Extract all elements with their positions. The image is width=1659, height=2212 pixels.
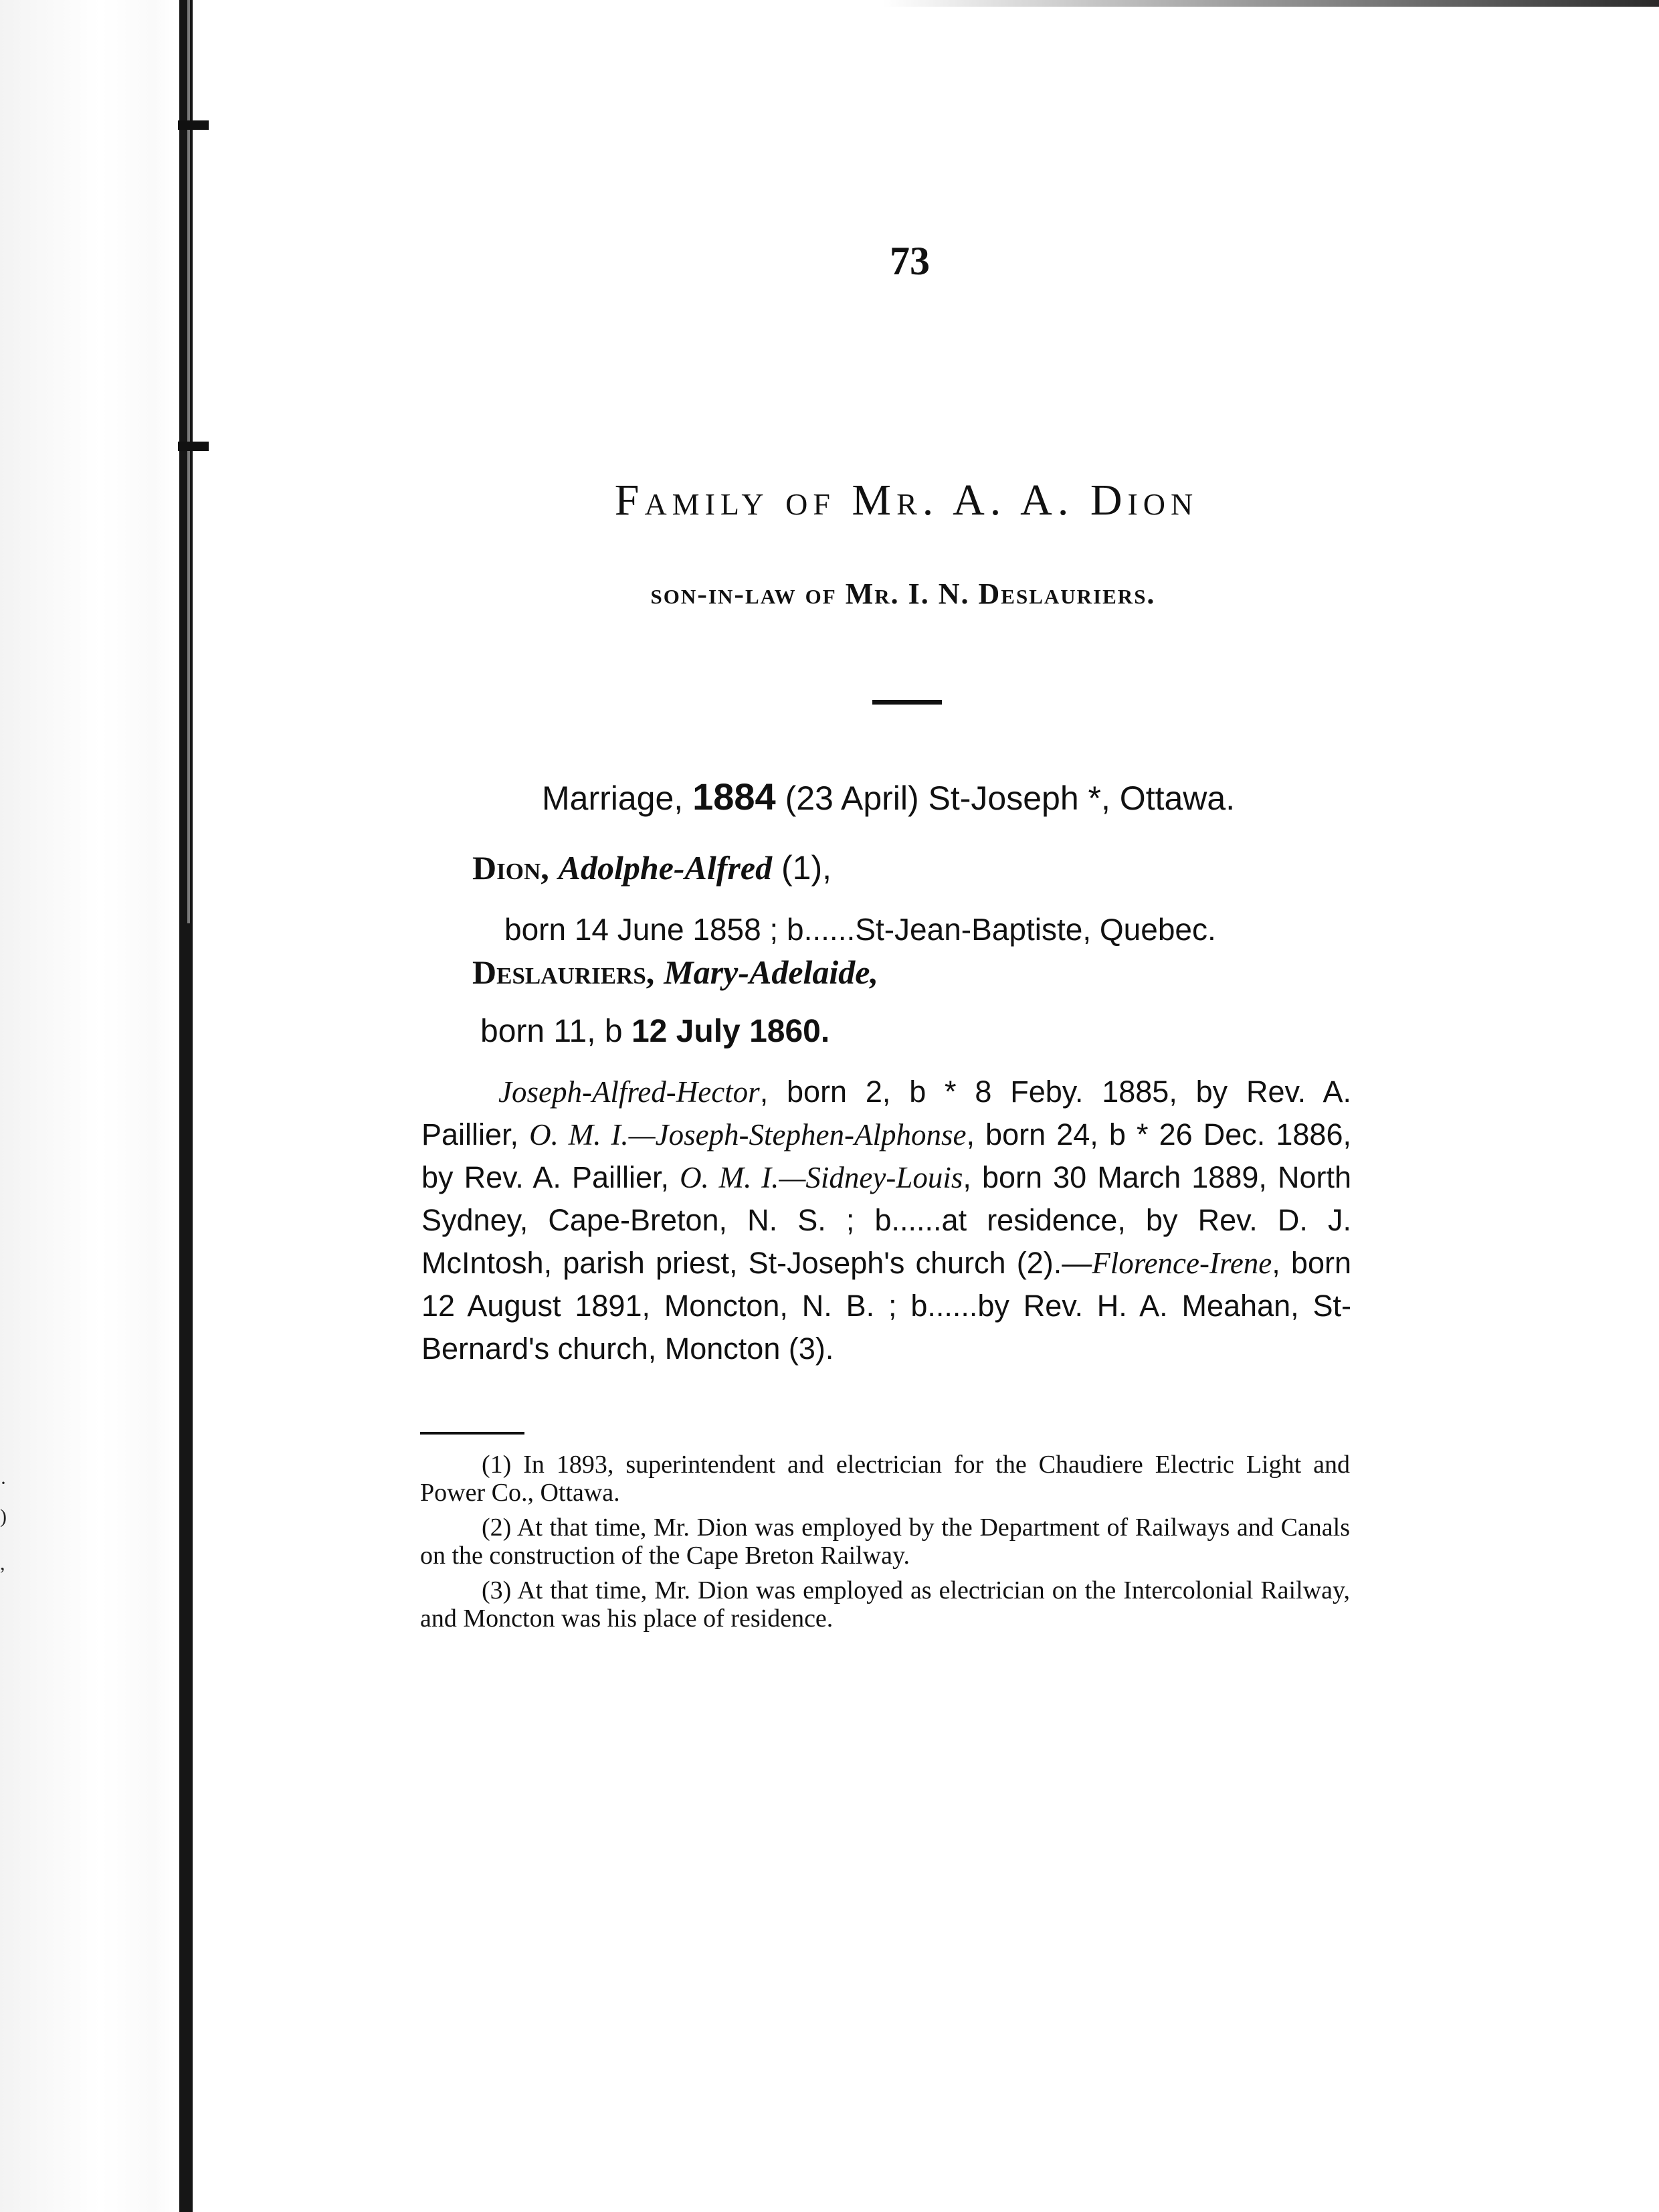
- footnote: (3) At that time, Mr. Dion was employed as electrician on the Intercolonial Railway, and Moncton was his place of residence.: [420, 1576, 1350, 1633]
- spine-highlight: [187, 0, 190, 923]
- husband-birth: born 14 June 1858 ; b......St-Jean-Baptiste, Quebec.: [504, 912, 1216, 947]
- wife-given-names: Mary-Adelaide,: [664, 953, 878, 991]
- children-paragraph: [421, 1071, 1351, 1370]
- husband-note-ref: (1),: [781, 849, 832, 887]
- child-name: O. M. I.—Sidney-Louis: [680, 1161, 963, 1194]
- child-name: Florence-Irene: [1092, 1247, 1272, 1280]
- margin-speck: ,: [0, 1552, 5, 1574]
- child-details: , born 24, b * 26 Dec. 1886, by Rev. A. Paillier,: [421, 1117, 1351, 1194]
- husband-surname: Dion,: [472, 849, 549, 887]
- wife-birth: [480, 1013, 830, 1050]
- page-title: Family of Mr. A. A. Dion: [614, 476, 1199, 525]
- child-name: Joseph-Alfred-Hector: [498, 1075, 760, 1109]
- marriage-heading: [542, 775, 1235, 818]
- marriage-label: Marriage,: [542, 779, 684, 817]
- husband-entry: [472, 848, 832, 887]
- wife-surname: Deslauriers,: [472, 953, 655, 991]
- ornamental-divider: [872, 700, 942, 705]
- footnote-rule: [420, 1432, 524, 1435]
- spine-notch: [178, 120, 209, 130]
- child-name: O. M. I.—Joseph-Stephen-Alphonse: [529, 1118, 967, 1151]
- wife-birth-prefix: born 11, b: [480, 1014, 623, 1049]
- child-details: , born 2, b * 8 Feby. 1885, by Rev. A. Paillier,: [421, 1075, 1351, 1151]
- husband-given-names: Adolphe-Alfred: [558, 849, 773, 887]
- marriage-details: (23 April) St-Joseph *, Ottawa.: [785, 779, 1236, 817]
- spine-notch: [178, 442, 209, 451]
- wife-entry: [472, 953, 878, 992]
- footnotes: [420, 1451, 1350, 1639]
- footnote: (1) In 1893, superintendent and electrician for the Chaudiere Electric Light and Power Co., Ottawa.: [420, 1451, 1350, 1507]
- child-details: , born 12 August 1891, Moncton, N. B. ; b......by Rev. H. A. Meahan, St-Bernard's church, Moncton (3).: [421, 1246, 1351, 1366]
- book-spine-edge: [179, 0, 193, 2212]
- child-details: , born 30 March 1889, North Sydney, Cape-Breton, N. S. ; b......at residence, by Rev. D. J. McIntosh, parish priest, St-Joseph's church (2).—: [421, 1160, 1351, 1280]
- top-edge-shadow: [883, 0, 1659, 7]
- wife-birth-date: 12 July 1860.: [631, 1014, 830, 1049]
- page-number: 73: [890, 239, 930, 283]
- footnote: (2) At that time, Mr. Dion was employed by the Department of Railways and Canals on the construction of the Cape Breton Railway.: [420, 1513, 1350, 1570]
- page-subtitle: son-in-law of Mr. I. N. Deslauriers.: [650, 577, 1156, 610]
- marriage-year: 1884: [692, 775, 776, 818]
- margin-speck: ): [0, 1505, 7, 1528]
- margin-speck: ·: [0, 1472, 7, 1494]
- binding-shadow: [0, 0, 181, 2212]
